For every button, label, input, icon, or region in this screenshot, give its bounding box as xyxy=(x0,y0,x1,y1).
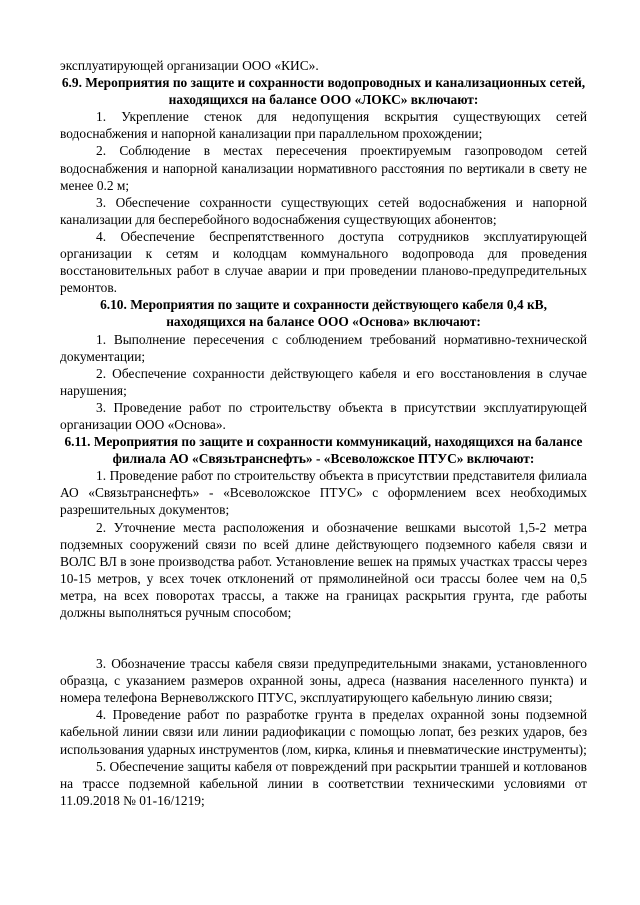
section-6-11-item-2: 2. Уточнение места расположения и обозначение вешками высотой 1,5-2 метра подземных сооружений связи по всей длине действующего подземного кабеля связи и ВОЛС ВЛ в зоне производства работ. Установление вешек на прямых участках трассы через 10-15 метров, у всех точек отклонений от прямолинейной оси трассы более чем на 0,5 метра, на всех поворотах трассы, а также на границах раскрытия грунта, где работы должны выполняться ручным способом; xyxy=(60,519,587,620)
paragraph-gap xyxy=(60,621,587,655)
section-6-10-item-3: 3. Проведение работ по строительству объекта в присутствии эксплуатирующей организации ООО «Основа». xyxy=(60,399,587,432)
section-6-11-item-3: 3. Обозначение трассы кабеля связи предупредительными знаками, установленного образца, с указанием размеров охранной зоны, адреса (названия населенного пункта) и номера телефона Верневолжского ПТУС, эксплуатирующего кабельную линию связи; xyxy=(60,656,587,706)
section-6-9-heading: 6.9. Мероприятия по защите и сохранности водопроводных и канализационных сетей, находящихся на балансе ООО «ЛОКС» включают: xyxy=(61,75,586,108)
section-6-11-item-4: 4. Проведение работ по разработке грунта в пределах охранной зоны подземной кабельной линии связи или линии радиофикации с помощью лопат, без резких ударов, без использования ударных инструментов (лом, кирка, клинья и пневматические инструменты); xyxy=(60,707,587,757)
document-page xyxy=(60,57,587,809)
section-6-10-item-2: 2. Обеспечение сохранности действующего кабеля и его восстановления в случае нарушения; xyxy=(60,365,587,398)
section-6-11-heading: 6.11. Мероприятия по защите и сохранности коммуникаций, находящихся на балансе филиала АО «Связьтранснефть» - «Всеволожское ПТУС» включают: xyxy=(64,434,583,467)
section-6-10-item-1: 1. Выполнение пересечения с соблюдением требований нормативно-технической документации; xyxy=(60,331,587,364)
section-6-9-item-4: 4. Обеспечение беспрепятственного доступа сотрудников эксплуатирующей организации к сетям и колодцам коммунального водопровода для проведения восстановительных работ в случае аварии и при проведении планово-предупредительных ремонтов. xyxy=(60,228,587,296)
section-6-9-item-1: 1. Укрепление стенок для недопущения вскрытия существующих сетей водоснабжения и напорной канализации при параллельном прохождении; xyxy=(60,109,587,142)
section-6-9-item-2: 2. Соблюдение в местах пересечения проектируемым газопроводом сетей водоснабжения и напорной канализации нормативного расстояния по вертикали в свету не менее 0.2 м; xyxy=(60,143,587,193)
section-6-9-item-3: 3. Обеспечение сохранности существующих сетей водоснабжения и напорной канализации для бесперебойного водоснабжения существующих абонентов; xyxy=(60,194,587,227)
section-6-11-item-1: 1. Проведение работ по строительству объекта в присутствии представителя филиала АО «Связьтранснефть» - «Всеволожское ПТУС» с оформлением всех необходимых разрешительных документов; xyxy=(60,468,587,518)
section-6-11-item-5: 5. Обеспечение защиты кабеля от повреждений при раскрытии траншей и котлованов на трассе подземной кабельной линии в соответствии техническими условиями от 11.09.2018 № 01-16/1219; xyxy=(60,758,587,808)
intro-line: эксплуатирующей организации ООО «КИС». xyxy=(60,58,319,73)
section-6-10-heading: 6.10. Мероприятия по защите и сохранности действующего кабеля 0,4 кВ, находящихся на балансе ООО «Основа» включают: xyxy=(100,297,547,330)
